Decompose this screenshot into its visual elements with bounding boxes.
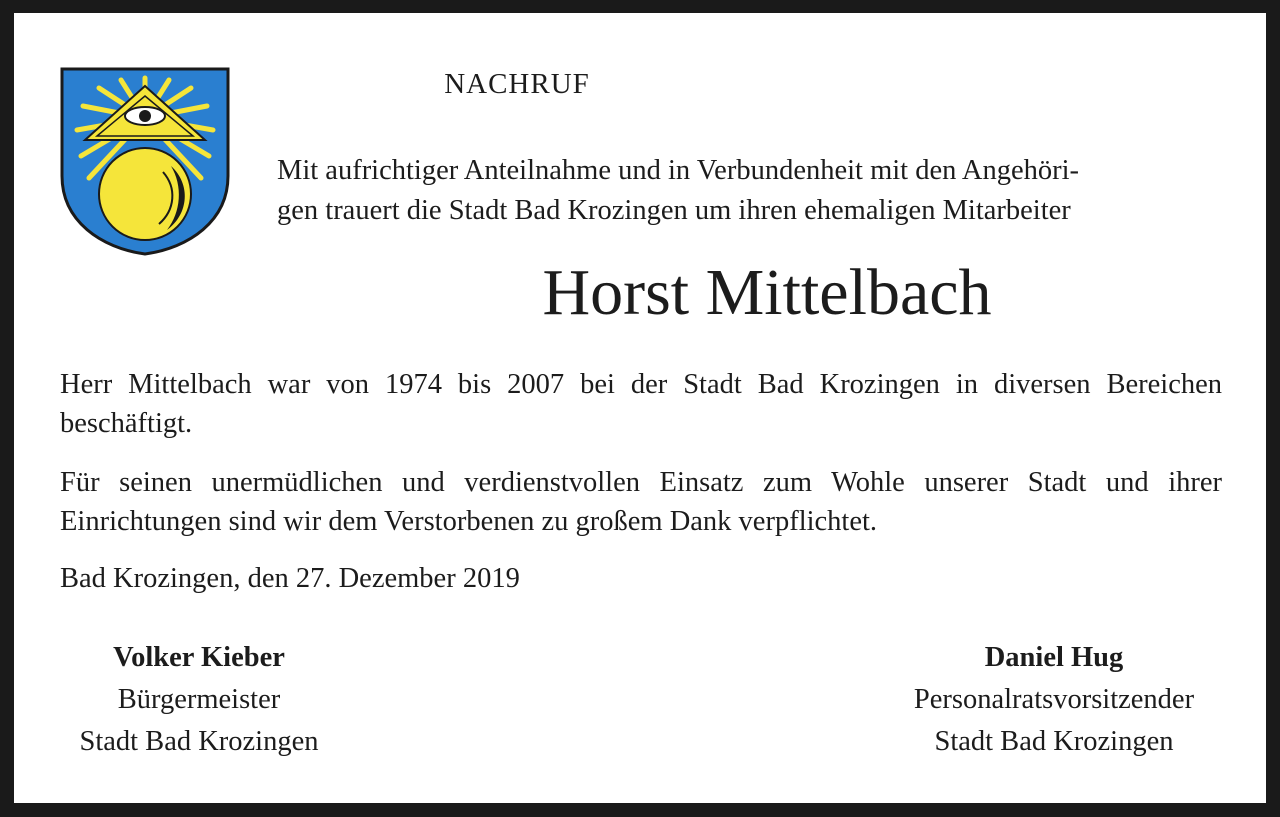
signatory-name: Volker Kieber: [113, 642, 285, 673]
signatory-organization: Stadt Bad Krozingen: [934, 726, 1174, 757]
gratitude-paragraph: Für seinen unermüdlichen und verdienstvollen Einsatz zum Wohle unserer Stadt und ihrer Einrichtungen sind wir dem Verstorbenen zu großem Dank verpflichtet.: [60, 467, 1222, 537]
signature-block-mayor: [54, 637, 344, 763]
intro-line: gen trauert die Stadt Bad Krozingen um ihren ehemaligen Mitarbeiter: [277, 195, 1071, 226]
intro-line: Mit aufrichtiger Anteilnahme und in Verbundenheit mit den Angehöri-: [277, 155, 1080, 186]
signatory-organization: Stadt Bad Krozingen: [79, 726, 319, 757]
signatory-role: Personalratsvorsitzender: [913, 684, 1195, 715]
notice-heading: NACHRUF: [444, 68, 590, 100]
signatory-role: Bürgermeister: [117, 684, 281, 715]
signature-block-staff-council: [884, 637, 1224, 763]
deceased-name: Horst Mittelbach: [542, 256, 992, 329]
place-date-line: Bad Krozingen, den 27. Dezember 2019: [60, 563, 520, 594]
intro-text: [277, 151, 1225, 231]
obituary-notice: [14, 13, 1266, 803]
biography-paragraph: Herr Mittelbach war von 1974 bis 2007 bei der Stadt Bad Krozingen in diversen Bereichen beschäftigt.: [60, 369, 1222, 439]
signatory-name: Daniel Hug: [984, 642, 1124, 673]
